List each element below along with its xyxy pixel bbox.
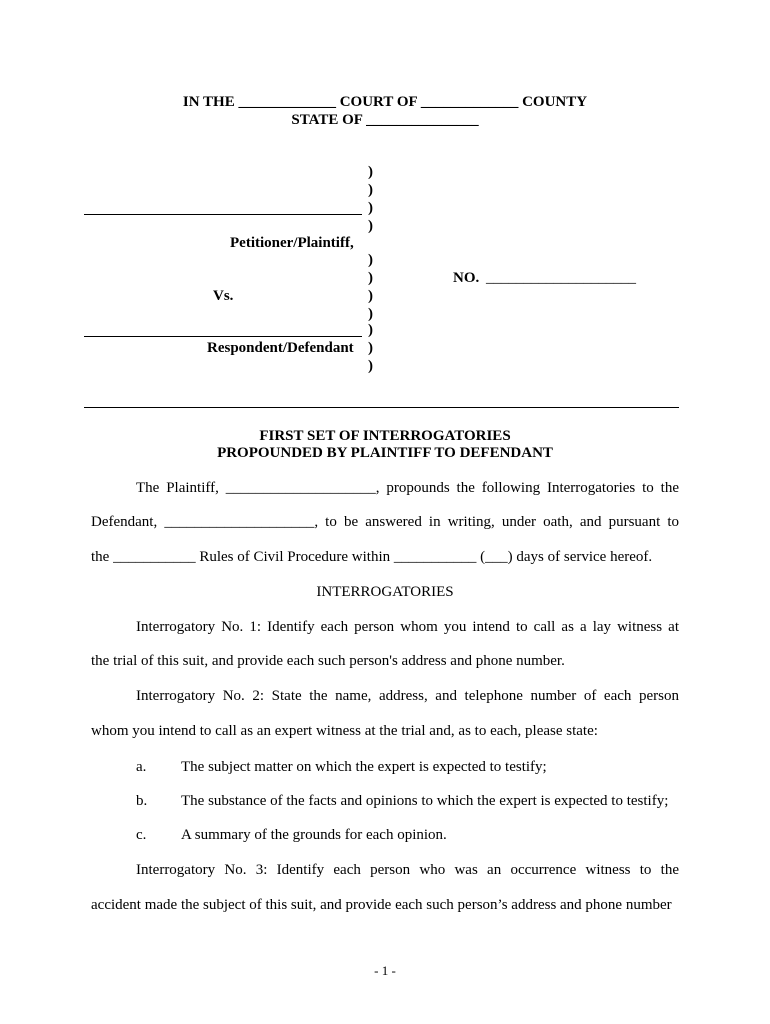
vs-label: Vs. <box>213 288 234 304</box>
interrogatory-2-line1: Interrogatory No. 2: State the name, address, and telephone number of each person <box>136 688 679 704</box>
caption-paren: ) <box>368 358 373 374</box>
case-number-label: NO. <box>453 270 480 286</box>
interrogatory-1-line1: Interrogatory No. 1: Identify each person whom you intend to call as a lay witness at <box>136 619 679 635</box>
document-title-line2: PROPOUNDED BY PLAINTIFF TO DEFENDANT <box>217 445 553 461</box>
intro-line1: The Plaintiff, ____________________, propounds the following Interrogatories to the <box>136 480 679 496</box>
intro-line2: Defendant, ____________________, to be answered in writing, under oath, and pursuant to <box>91 514 679 530</box>
list-item-marker: a. <box>136 759 147 775</box>
respondent-name-line <box>84 336 362 337</box>
caption-paren: ) <box>368 288 373 304</box>
section-heading: INTERROGATORIES <box>316 584 454 600</box>
list-item-text: The subject matter on which the expert is expected to testify; <box>181 759 547 775</box>
caption-paren: ) <box>368 218 373 234</box>
list-item-text: A summary of the grounds for each opinion. <box>181 827 447 843</box>
document-title-line1: FIRST SET OF INTERROGATORIES <box>259 428 511 444</box>
caption-paren: ) <box>368 322 373 338</box>
interrogatory-2-line2: whom you intend to call as an expert witness at the trial and, as to each, please state: <box>91 723 598 739</box>
caption-paren: ) <box>368 306 373 322</box>
caption-paren: ) <box>368 340 373 356</box>
state-line: STATE OF _______________ <box>291 112 479 128</box>
court-line: IN THE _____________ COURT OF _____________ COUNTY <box>182 94 588 110</box>
caption-paren: ) <box>368 270 373 286</box>
list-item-marker: b. <box>136 793 148 809</box>
interrogatory-3-line1: Interrogatory No. 3: Identify each person who was an occurrence witness to the <box>136 862 679 878</box>
caption-paren: ) <box>368 164 373 180</box>
page-number: - 1 - <box>374 963 396 978</box>
caption-paren: ) <box>368 182 373 198</box>
interrogatory-3-line2: accident made the subject of this suit, and provide each such person’s address and phone number <box>91 897 672 913</box>
caption-paren: ) <box>368 200 373 216</box>
petitioner-name-line <box>84 214 362 215</box>
list-item-text: The substance of the facts and opinions to which the expert is expected to testify; <box>181 793 669 809</box>
list-item-marker: c. <box>136 827 147 843</box>
petitioner-label: Petitioner/Plaintiff, <box>230 235 354 251</box>
interrogatory-1-line2: the trial of this suit, and provide each such person's address and phone number. <box>91 653 565 669</box>
respondent-label: Respondent/Defendant <box>207 340 354 356</box>
case-number-blank: ____________________ <box>486 270 636 286</box>
caption-paren: ) <box>368 252 373 268</box>
intro-line3: the ___________ Rules of Civil Procedure within ___________ (___) days of service hereof. <box>91 549 653 565</box>
caption-divider <box>84 407 679 408</box>
